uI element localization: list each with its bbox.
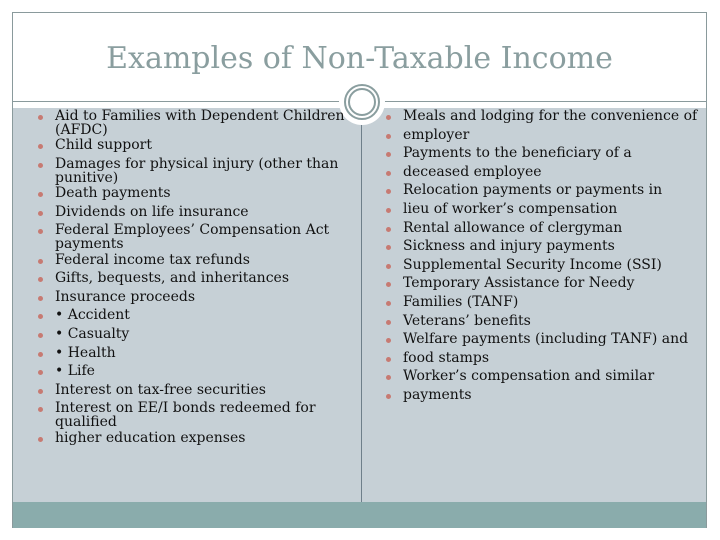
bullet-icon <box>38 296 43 301</box>
bullet-icon <box>386 245 391 250</box>
list-item: Child support <box>35 138 360 155</box>
list-item: • Casualty <box>35 327 360 344</box>
list-item: • Life <box>35 364 360 381</box>
list-item: Sickness and injury payments <box>383 239 708 256</box>
bullet-icon <box>38 333 43 338</box>
list-item: Dividends on life insurance <box>35 205 360 222</box>
right-bullet-list <box>383 109 708 407</box>
list-item: Supplemental Security Income (SSI) <box>383 258 708 275</box>
bullet-icon <box>386 227 391 232</box>
bullet-icon <box>38 144 43 149</box>
list-item: Interest on EE/I bonds redeemed for qualified <box>35 401 360 429</box>
bullet-icon <box>386 115 391 120</box>
bullet-icon <box>386 394 391 399</box>
list-item: lieu of worker’s compensation <box>383 202 708 219</box>
bullet-icon <box>38 229 43 234</box>
bullet-icon <box>38 370 43 375</box>
list-item: • Health <box>35 346 360 363</box>
bullet-icon <box>386 264 391 269</box>
bullet-icon <box>38 211 43 216</box>
bullet-icon <box>38 192 43 197</box>
list-item: Payments to the beneficiary of a <box>383 146 708 163</box>
list-item: Welfare payments (including TANF) and <box>383 332 708 349</box>
list-item: Relocation payments or payments in <box>383 183 708 200</box>
bullet-icon <box>386 282 391 287</box>
bullet-icon <box>386 189 391 194</box>
bullet-icon <box>38 115 43 120</box>
bullet-icon <box>38 407 43 412</box>
list-item: payments <box>383 388 708 405</box>
footer-band <box>13 502 706 528</box>
bullet-icon <box>386 320 391 325</box>
list-item: deceased employee <box>383 165 708 182</box>
bullet-icon <box>386 338 391 343</box>
list-item: Aid to Families with Dependent Children (AFDC) <box>35 109 360 137</box>
list-item: Interest on tax-free securities <box>35 383 360 400</box>
bullet-icon <box>38 314 43 319</box>
list-item: Gifts, bequests, and inheritances <box>35 271 360 288</box>
bullet-icon <box>386 301 391 306</box>
bullet-icon <box>386 208 391 213</box>
bullet-icon <box>386 134 391 139</box>
list-item: Meals and lodging for the convenience of <box>383 109 708 126</box>
bullet-icon <box>38 259 43 264</box>
list-item: Death payments <box>35 186 360 203</box>
slide-title: Examples of Non-Taxable Income <box>106 41 613 76</box>
list-item: Rental allowance of clergyman <box>383 221 708 238</box>
list-item: Families (TANF) <box>383 295 708 312</box>
list-item: • Accident <box>35 308 360 325</box>
list-item: Worker’s compensation and similar <box>383 369 708 386</box>
list-item: food stamps <box>383 351 708 368</box>
bullet-icon <box>38 277 43 282</box>
slide-frame <box>12 12 707 528</box>
bullet-icon <box>386 152 391 157</box>
bullet-icon <box>38 352 43 357</box>
list-item: Veterans’ benefits <box>383 314 708 331</box>
bullet-icon <box>38 389 43 394</box>
list-item: Damages for physical injury (other than punitive) <box>35 157 360 185</box>
list-item: Federal Employees’ Compensation Act payments <box>35 223 360 251</box>
list-item: Temporary Assistance for Needy <box>383 276 708 293</box>
list-item: higher education expenses <box>35 431 360 448</box>
column-divider <box>361 119 362 503</box>
list-item: employer <box>383 128 708 145</box>
bullet-icon <box>386 171 391 176</box>
bullet-icon <box>386 357 391 362</box>
bullet-icon <box>38 437 43 442</box>
bullet-icon <box>386 375 391 380</box>
bullet-icon <box>38 163 43 168</box>
list-item: Insurance proceeds <box>35 290 360 307</box>
left-bullet-list <box>35 109 360 449</box>
list-item: Federal income tax refunds <box>35 253 360 270</box>
